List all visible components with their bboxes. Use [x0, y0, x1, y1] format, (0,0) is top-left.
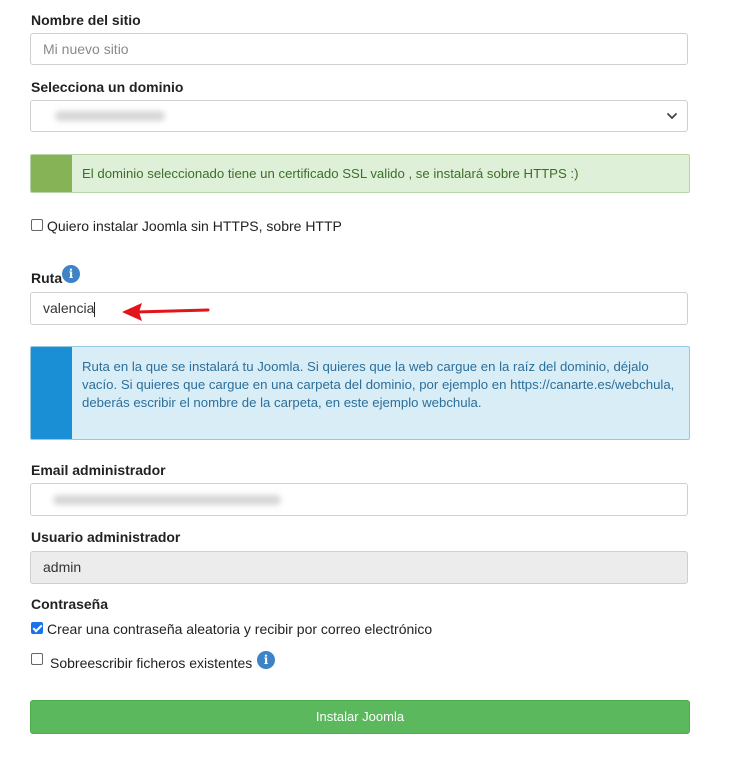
- path-label: Ruta: [31, 270, 63, 286]
- admin-email-input[interactable]: [30, 483, 688, 516]
- install-joomla-button[interactable]: Instalar Joomla: [30, 700, 690, 734]
- no-https-label: Quiero instalar Joomla sin HTTPS, sobre HTTP: [47, 218, 342, 234]
- path-info-alert: [30, 346, 690, 440]
- domain-select[interactable]: [30, 100, 688, 132]
- admin-email-blurred: [53, 495, 281, 505]
- ssl-alert-bar: [31, 155, 72, 192]
- site-name-placeholder: Mi nuevo sitio: [43, 41, 129, 57]
- overwrite-checkbox[interactable]: [31, 653, 43, 665]
- red-arrow-annotation: [118, 300, 212, 322]
- ssl-alert-text: El dominio seleccionado tiene un certificado SSL valido , se instalará sobre HTTPS :): [82, 166, 579, 181]
- no-https-checkbox[interactable]: [31, 219, 43, 231]
- site-name-input[interactable]: [30, 33, 688, 65]
- ssl-alert: [30, 154, 690, 193]
- admin-email-label: Email administrador: [31, 462, 166, 478]
- domain-value-blurred: [55, 111, 165, 121]
- path-info-alert-bar: [31, 347, 72, 439]
- overwrite-info-icon[interactable]: i: [257, 651, 275, 669]
- domain-label: Selecciona un dominio: [31, 79, 184, 95]
- random-password-checkbox[interactable]: [31, 622, 43, 634]
- path-value: valencia: [43, 300, 95, 316]
- site-name-label: Nombre del sitio: [31, 12, 141, 28]
- random-password-label: Crear una contraseña aleatoria y recibir por correo electrónico: [47, 621, 433, 637]
- admin-user-value: admin: [43, 559, 82, 575]
- text-cursor: [94, 302, 95, 317]
- password-label: Contraseña: [31, 596, 109, 612]
- chevron-down-icon: [665, 109, 679, 123]
- admin-user-input: [30, 551, 688, 584]
- path-info-alert-text: Ruta en la que se instalará tu Joomla. Si quieres que la web cargue en la raíz del dominio, déjalo vacío. Si quieres que cargue en una carpeta del dominio, por ejemplo en https://canarte.es/webchula, deberás escribir el nombre de la carpeta, en este ejemplo webchula.: [82, 359, 675, 410]
- overwrite-label: Sobreescribir ficheros existentes: [50, 655, 253, 671]
- path-info-icon[interactable]: i: [62, 265, 80, 283]
- admin-user-label: Usuario administrador: [31, 529, 181, 545]
